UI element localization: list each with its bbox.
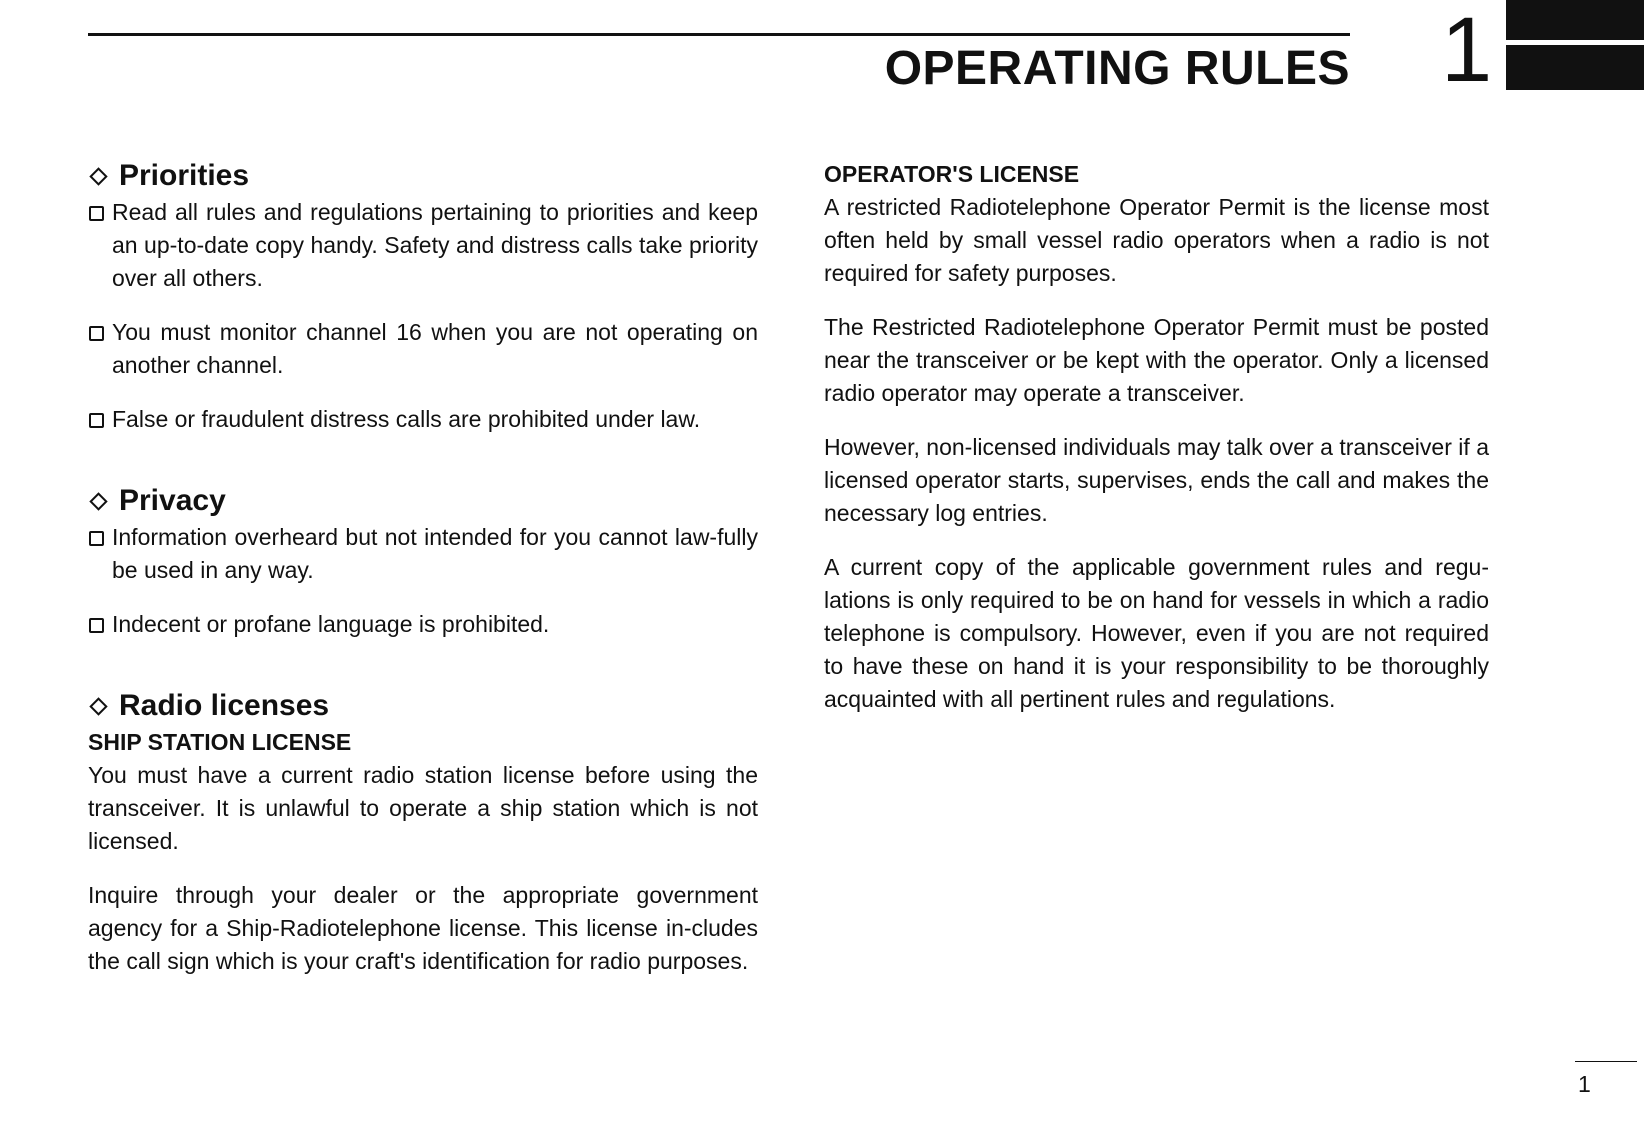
list-item: [88, 608, 758, 641]
checkbox-icon: [89, 206, 104, 221]
subheading-ship-station-license: SHIP STATION LICENSE: [88, 729, 352, 755]
list-item: [88, 521, 758, 587]
checkbox-icon: [89, 326, 104, 341]
paragraph: The Restricted Radiotelephone Operator Permit must be posted near the transceiver or be kept with the operator. Only a licensed radio operator may operate a transceiver.: [824, 314, 1489, 406]
diamond-icon: [89, 492, 107, 510]
paragraph: A restricted Radiotelephone Operator Permit is the license most often held by small vessel radio operators when a radio is not required for safety purposes.: [824, 194, 1489, 286]
list-item-text: You must monitor channel 16 when you are not operating on another channel.: [112, 319, 758, 378]
list-item-text: Information overheard but not intended for you cannot law-fully be used in any way.: [112, 524, 758, 583]
list-item: [88, 196, 758, 295]
section-heading-label: Privacy: [119, 484, 226, 517]
section-heading-privacy: [88, 483, 758, 519]
page-title: OPERATING RULES: [884, 42, 1350, 95]
checkbox-icon: [89, 413, 104, 428]
section-heading-label: Radio licenses: [119, 689, 330, 722]
page-number: 1: [1578, 1071, 1591, 1097]
paragraph: You must have a current radio station license before using the transceiver. It is unlawful to operate a ship station which is not licensed.: [88, 762, 758, 854]
chapter-tab-marker-top: [1506, 0, 1644, 40]
paragraph: A current copy of the applicable government rules and regu-lations is only required to be on hand for vessels in which a radio telephone is compulsory. However, even if you are not required to have these on hand it is your responsibility to be thoroughly acquainted with all pertinent rules and regulations.: [824, 554, 1489, 712]
paragraph: Inquire through your dealer or the appropriate government agency for a Ship-Radiotelephone license. This license in-cludes the call sign which is your craft's identification for radio purposes.: [88, 882, 758, 974]
diamond-icon: [89, 167, 107, 185]
chapter-tab-marker: [1506, 45, 1644, 90]
footer-rule: [1575, 1061, 1637, 1062]
list-item-text: Indecent or profane language is prohibited.: [112, 611, 550, 637]
list-item-text: Read all rules and regulations pertaining to priorities and keep an up-to-date copy handy. Safety and distress calls take priority over all others.: [112, 199, 758, 291]
list-item: [88, 403, 758, 436]
subheading-operators-license: OPERATOR'S LICENSE: [824, 161, 1080, 187]
list-item: [88, 316, 758, 382]
list-item-text: False or fraudulent distress calls are prohibited under law.: [112, 406, 701, 432]
section-heading-label: Priorities: [119, 159, 250, 192]
paragraph: However, non-licensed individuals may talk over a transceiver if a licensed operator starts, supervises, ends the call and makes the necessary log entries.: [824, 434, 1489, 526]
chapter-number: 1: [1441, 0, 1493, 101]
right-column: [824, 158, 1489, 737]
header-rule: [88, 33, 1350, 36]
left-column: [88, 158, 758, 999]
diamond-icon: [89, 697, 107, 715]
checkbox-icon: [89, 618, 104, 633]
section-heading-priorities: [88, 158, 758, 194]
section-heading-radio-licenses: [88, 688, 758, 724]
checkbox-icon: [89, 531, 104, 546]
